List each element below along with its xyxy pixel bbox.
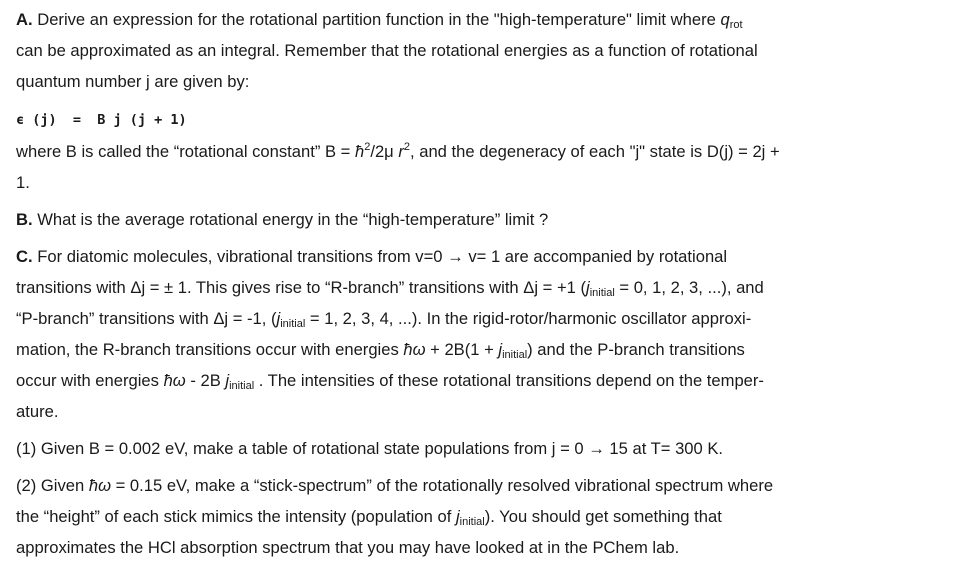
text-span: = 1, 2, 3, 4, ...). In the rigid-rotor/harmonic oscillator approxi- <box>305 309 752 328</box>
text-span: j <box>455 507 460 526</box>
text-span: /2μ <box>370 142 399 161</box>
part-c-line-3 <box>16 303 950 334</box>
text-span: initial <box>502 349 528 361</box>
part-c-line-6: ature. <box>16 402 59 421</box>
text-span: (2) Given <box>16 476 89 495</box>
item-1-line: (1) Given B = 0.002 eV, make a table of rotational state populations from j = 0 → 15 at T= 300 K. <box>16 439 724 458</box>
text-span: j <box>276 309 281 328</box>
text-span: . The intensities of these rotational transitions depend on the temper- <box>254 371 764 390</box>
item-2 <box>16 470 950 563</box>
part-b-label: B. <box>16 210 33 229</box>
text-span: initial <box>229 380 255 392</box>
superscript: 2 <box>364 141 371 153</box>
text-span: + 2B(1 + <box>425 340 499 359</box>
text-span: j <box>586 278 590 297</box>
text-span: = 0, 1, 2, 3, ...), and <box>614 278 764 297</box>
text-span: ħω <box>163 371 186 390</box>
text-span: , and the degeneracy of each "j" state is D(j) = 2j + <box>410 142 780 161</box>
text-span: initial <box>589 287 615 299</box>
text-span: where B is called the “rotational constant” B = <box>16 142 355 161</box>
text-span: = 0.15 eV, make a “stick-spectrum” of the rotationally resolved vibrational spectrum where <box>111 476 774 495</box>
q-symbol: q <box>720 10 730 29</box>
text-span: For diatomic molecules, vibrational transitions from v=0 → v= 1 are accompanied by rotational <box>32 247 728 266</box>
item-2-line-3: approximates the HCl absorption spectrum that you may have looked at in the PChem lab. <box>16 538 680 557</box>
text-span: ħω <box>88 476 112 495</box>
text-span: transitions with Δj = ± 1. This gives rise to “R-branch” transitions with Δj = +1 ( <box>16 278 587 297</box>
part-a-text: Derive an expression for the rotational partition function in the "high-temperature" limit where <box>32 10 721 29</box>
text-span: ). You should get something that <box>484 507 722 526</box>
part-b <box>16 204 950 235</box>
part-a-label: A. <box>16 10 33 29</box>
r-symbol: r <box>398 142 404 161</box>
hbar-symbol: ħ <box>354 142 365 161</box>
text-span: occur with energies <box>16 371 164 390</box>
part-c-line-5 <box>16 365 950 396</box>
text-span: mation, the R-branch transitions occur with energies <box>16 340 404 359</box>
part-a-line-5: 1. <box>16 173 30 192</box>
part-c-line-1 <box>16 241 950 272</box>
part-a-line-4 <box>16 136 950 167</box>
text-span: - 2B <box>185 371 226 390</box>
item-1 <box>16 433 950 464</box>
item-2-line-1 <box>16 470 950 501</box>
energy-formula <box>16 103 950 136</box>
part-a-line-3: quantum number j are given by: <box>16 72 250 91</box>
item-2-line-2 <box>16 501 950 532</box>
text-span: What is the average rotational energy in the “high-temperature” limit ? <box>32 210 549 229</box>
energy-formula-text: ϵ (j) = B j (j + 1) <box>16 112 187 128</box>
text-span: ) and the P-branch transitions <box>527 340 745 359</box>
text-span: “P-branch” transitions with Δj = -1, ( <box>16 309 277 328</box>
part-c-line-4 <box>16 334 950 365</box>
part-c-line-2 <box>16 272 950 303</box>
text-span: ħω <box>403 340 426 359</box>
part-c <box>16 241 950 427</box>
text-span: the “height” of each stick mimics the intensity (population of <box>16 507 456 526</box>
part-a-line-2: can be approximated as an integral. Remember that the rotational energies as a function of rotational <box>16 41 758 60</box>
part-c-label: C. <box>16 247 33 266</box>
superscript: 2 <box>403 141 410 153</box>
part-a <box>16 4 950 198</box>
text-span: initial <box>280 318 306 330</box>
text-span: j <box>225 371 230 390</box>
part-b-line <box>16 204 950 235</box>
text-span: initial <box>459 516 485 528</box>
part-a-line-1 <box>16 4 950 35</box>
q-subscript: rot <box>729 19 743 31</box>
text-span: j <box>498 340 503 359</box>
